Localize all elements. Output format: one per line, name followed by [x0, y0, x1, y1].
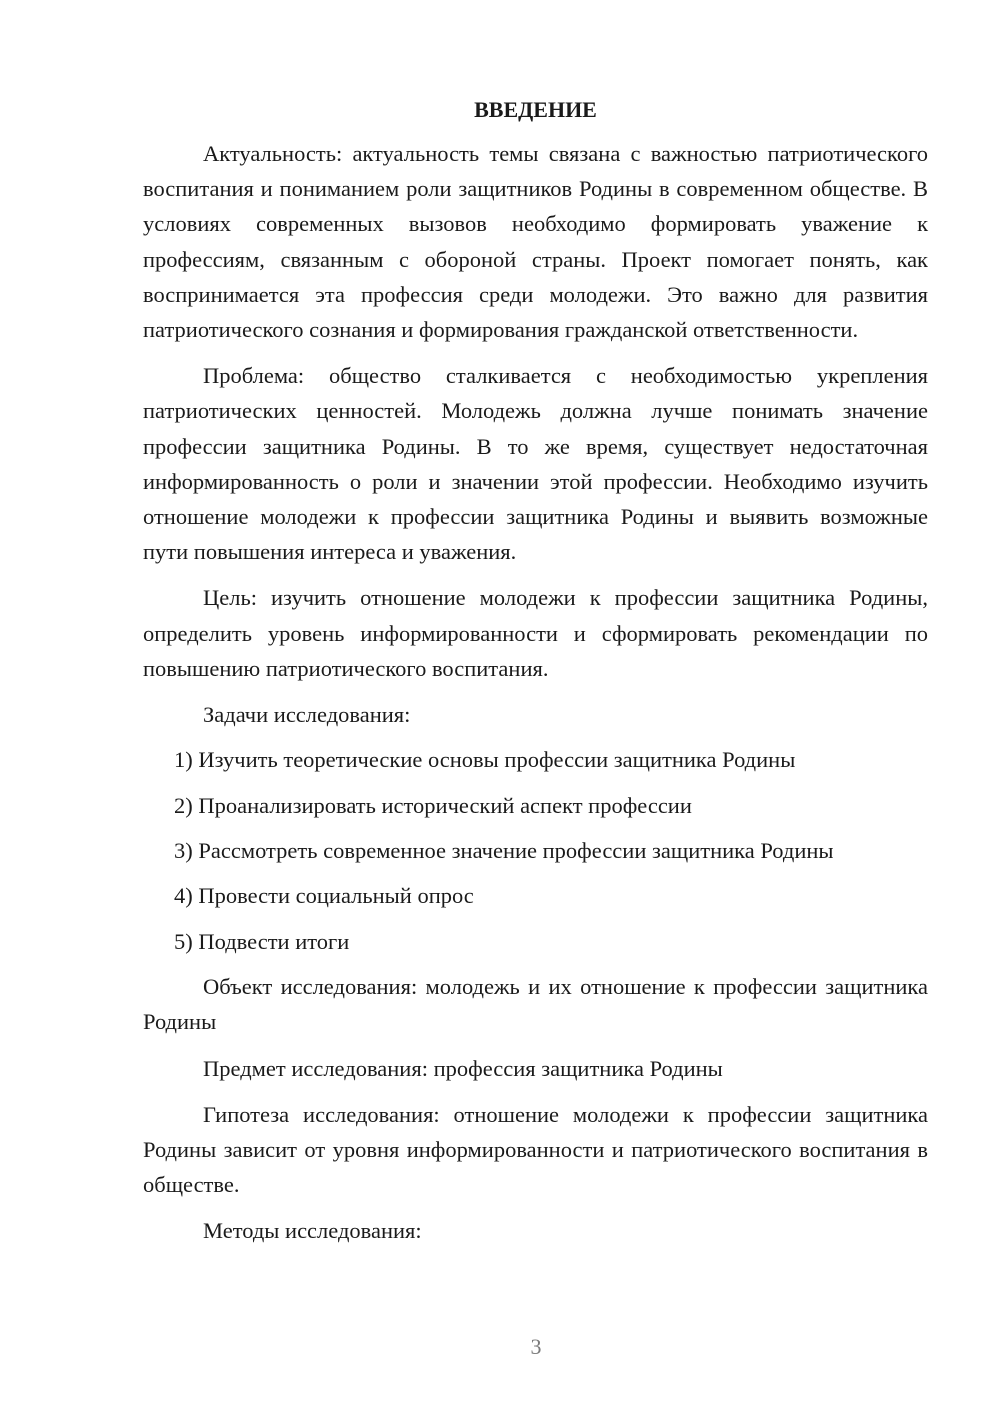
list-item: 4) Провести социальный опрос — [174, 883, 474, 909]
methods-heading: Методы исследования: — [203, 1218, 422, 1244]
tasks-heading: Задачи исследования: — [203, 702, 411, 728]
paragraph-object: Объект исследования: молодежь и их отношение к профессии защитника Родины — [143, 974, 928, 1035]
paragraph-relevance: Актуальность: актуальность темы связана с важностью патриотического воспитания и пониманием роли защитников Родины в современном обществе. В условиях современных вызовов необходимо формировать уважение к профессиям, связанным с обороной страны. Проект помогает понять, как воспринимается эта профессия среди молодежи. Это важно для развития патриотического сознания и формирования гражданской ответственности. — [143, 141, 928, 343]
page-number: 3 — [530, 1334, 542, 1359]
list-item: 5) Подвести итоги — [174, 928, 350, 954]
paragraph-hypothesis: Гипотеза исследования: отношение молодежи к профессии защитника Родины зависит от уровня информированности и патриотического воспитания в обществе. — [143, 1101, 928, 1198]
paragraph-subject: Предмет исследования: профессия защитника Родины — [203, 1055, 723, 1081]
page-title: ВВЕДЕНИЕ — [474, 97, 597, 122]
tasks-list — [143, 742, 928, 959]
paragraph-problem: Проблема: общество сталкивается с необходимостью укрепления патриотических ценностей. Молодежь должна лучше понимать значение профессии защитника Родины. В то же время, существует недостаточная информированность о роли и значении этой профессии. Необходимо изучить отношение молодежи к профессии защитника Родины и выявить возможные пути повышения интереса и уважения. — [143, 363, 928, 565]
list-item: 2) Проанализировать исторический аспект профессии — [174, 792, 692, 818]
document-body — [143, 92, 928, 1259]
paragraph-goal: Цель: изучить отношение молодежи к профессии защитника Родины, определить уровень информированности и сформировать рекомендации по повышению патриотического воспитания. — [143, 585, 928, 681]
list-item: 3) Рассмотреть современное значение профессии защитника Родины — [174, 838, 834, 864]
list-item: 1) Изучить теоретические основы профессии защитника Родины — [174, 747, 796, 773]
